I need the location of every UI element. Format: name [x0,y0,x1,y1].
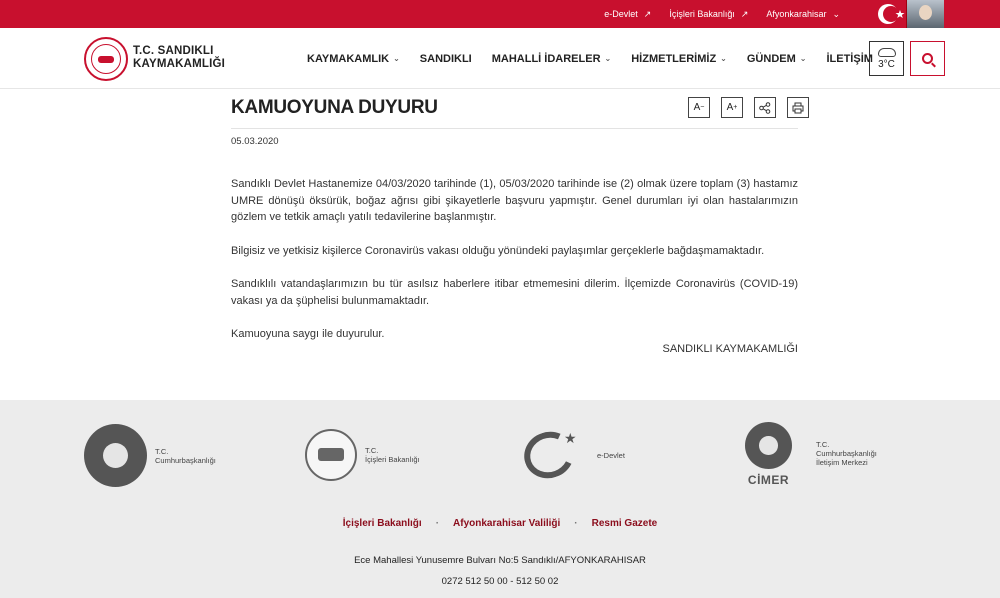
title-divider [231,128,798,129]
link-separator: · [435,518,440,529]
chevron-down-icon: ⌄ [832,8,840,19]
nav-item-label: KAYMAKAMLIK [307,52,390,65]
footer-address: Ece Mahallesi Yunusemre Bulvarı No:5 Sandıklı/AFYONKARAHISAR [354,555,646,566]
search-icon [922,53,933,64]
main-nav [307,28,873,89]
article-date: 05.03.2020 [231,136,279,147]
print-icon [792,102,804,114]
article [0,89,1000,400]
print-button[interactable] [787,97,809,118]
page-title: KAMUOYUNA DUYURU [231,97,438,118]
cimer-seal-icon [745,422,792,469]
footer-link-valilik[interactable]: Afyonkarahisar Valiliği [453,518,561,529]
external-link-icon: ↗ [740,8,749,19]
external-link-icon: ↗ [643,8,652,19]
decrease-font-button[interactable]: A − [688,97,710,118]
nav-item-iletisim[interactable] [826,53,872,65]
nav-item-sandikli[interactable] [420,53,472,65]
search-button[interactable] [910,41,945,76]
chevron-down-icon: ⌄ [799,54,807,63]
chevron-down-icon: ⌄ [604,54,612,63]
paragraph: Bilgisiz ve yetkisiz kişilerce Coronavirüs vakası olduğu yönündeki paylaşımlar gerçeklerle bağdaşmamaktadır. [231,244,765,257]
footer-logo-cimer[interactable]: CİMER T.C. Cumhurbaşkanlığı İletişim Merkezi [745,422,877,487]
nav-item-kaymakamlik[interactable] [307,53,400,65]
nav-item-label: GÜNDEM [746,52,796,65]
top-link-edevlet[interactable] [604,9,651,20]
chevron-down-icon: ⌄ [720,54,727,63]
footer-link-resmi-gazete[interactable]: Resmi Gazete [591,518,658,529]
presidency-seal-icon [84,424,147,487]
top-link-label: e-Devlet [604,9,638,19]
top-link-icisleri[interactable] [669,9,748,20]
kaymakamlik-logo[interactable] [84,37,128,81]
nav-item-label: MAHALLİ İDARELER [491,52,601,65]
footer-logo-cumhurbaskanligi[interactable]: T.C. Cumhurbaşkanlığı [84,424,216,487]
brand-line-2: KAYMAKAMLIĞI [133,58,226,70]
ataturk-portrait [906,0,944,28]
top-link-label: Afyonkarahisar [766,9,827,19]
footer-logo-icisleri[interactable]: T.C. İçişleri Bakanlığı [305,429,420,481]
article-body [231,176,798,343]
footer-links [0,518,1000,529]
top-links [604,0,840,28]
article-signature: SANDIKLI KAYMAKAMLIĞI [662,343,798,355]
cloud-icon [878,48,896,57]
nav-item-mahalli-idareler[interactable] [492,53,611,65]
increase-font-button[interactable]: A + [721,97,743,118]
top-bar [0,0,1000,28]
nav-item-label: HİZMETLERİMİZ [631,52,717,65]
share-icon [759,102,771,114]
paragraph: Sandıklı Devlet Hastanemize 04/03/2020 tarihinde (1), 05/03/2020 tarihinde ise (2) olmak üzere toplam (3) hastamız UMRE dönüşü öksürük, boğaz ağrısı gibi şikayetlerle başvuru yapmıştır. Genel durumları iyi olan hastalarımızın gözlem ve tetkik amaçlı yatılı tedavilerine başlanmıştır. [231,178,798,223]
paragraph: Kamuoyuna saygı ile duyurulur. [231,328,385,340]
nav-item-hizmetlerimiz[interactable] [631,53,727,65]
nav-item-label: SANDIKLI [419,52,472,65]
link-separator: · [574,518,578,529]
share-button[interactable] [754,97,776,118]
paragraph: Sandıklılı vatandaşlarımızın bu tür asılsız haberlere itibar etmemesini dilerim. İlçemizde Coronavirüs (COVID-19) vakası ya da şüphelisi bulunmamaktadır. [231,278,798,307]
brand-name[interactable] [133,45,225,71]
edevlet-logo-icon: ★ [524,430,589,480]
top-link-afyonkarahisar[interactable] [766,9,840,20]
cimer-caption: CİMER [747,473,790,487]
site-footer [0,400,1000,598]
site-header [0,28,1000,89]
footer-logo-edevlet[interactable]: ★ e-Devlet [524,430,625,480]
footer-phone: 0272 512 50 00 - 512 50 02 [441,576,559,587]
weather-temperature: 3°C [878,58,895,70]
brand-line-1: T.C. SANDIKLI [133,45,214,57]
nav-item-gundem[interactable] [747,53,807,65]
footer-link-icisleri[interactable]: İçişleri Bakanlığı [342,518,422,529]
top-link-label: İçişleri Bakanlığı [669,9,735,19]
chevron-down-icon: ⌄ [393,54,400,63]
weather-widget[interactable] [869,41,904,76]
interior-ministry-seal-icon [305,429,357,481]
article-tools [688,97,809,118]
nav-item-label: İLETİŞİM [826,52,873,65]
